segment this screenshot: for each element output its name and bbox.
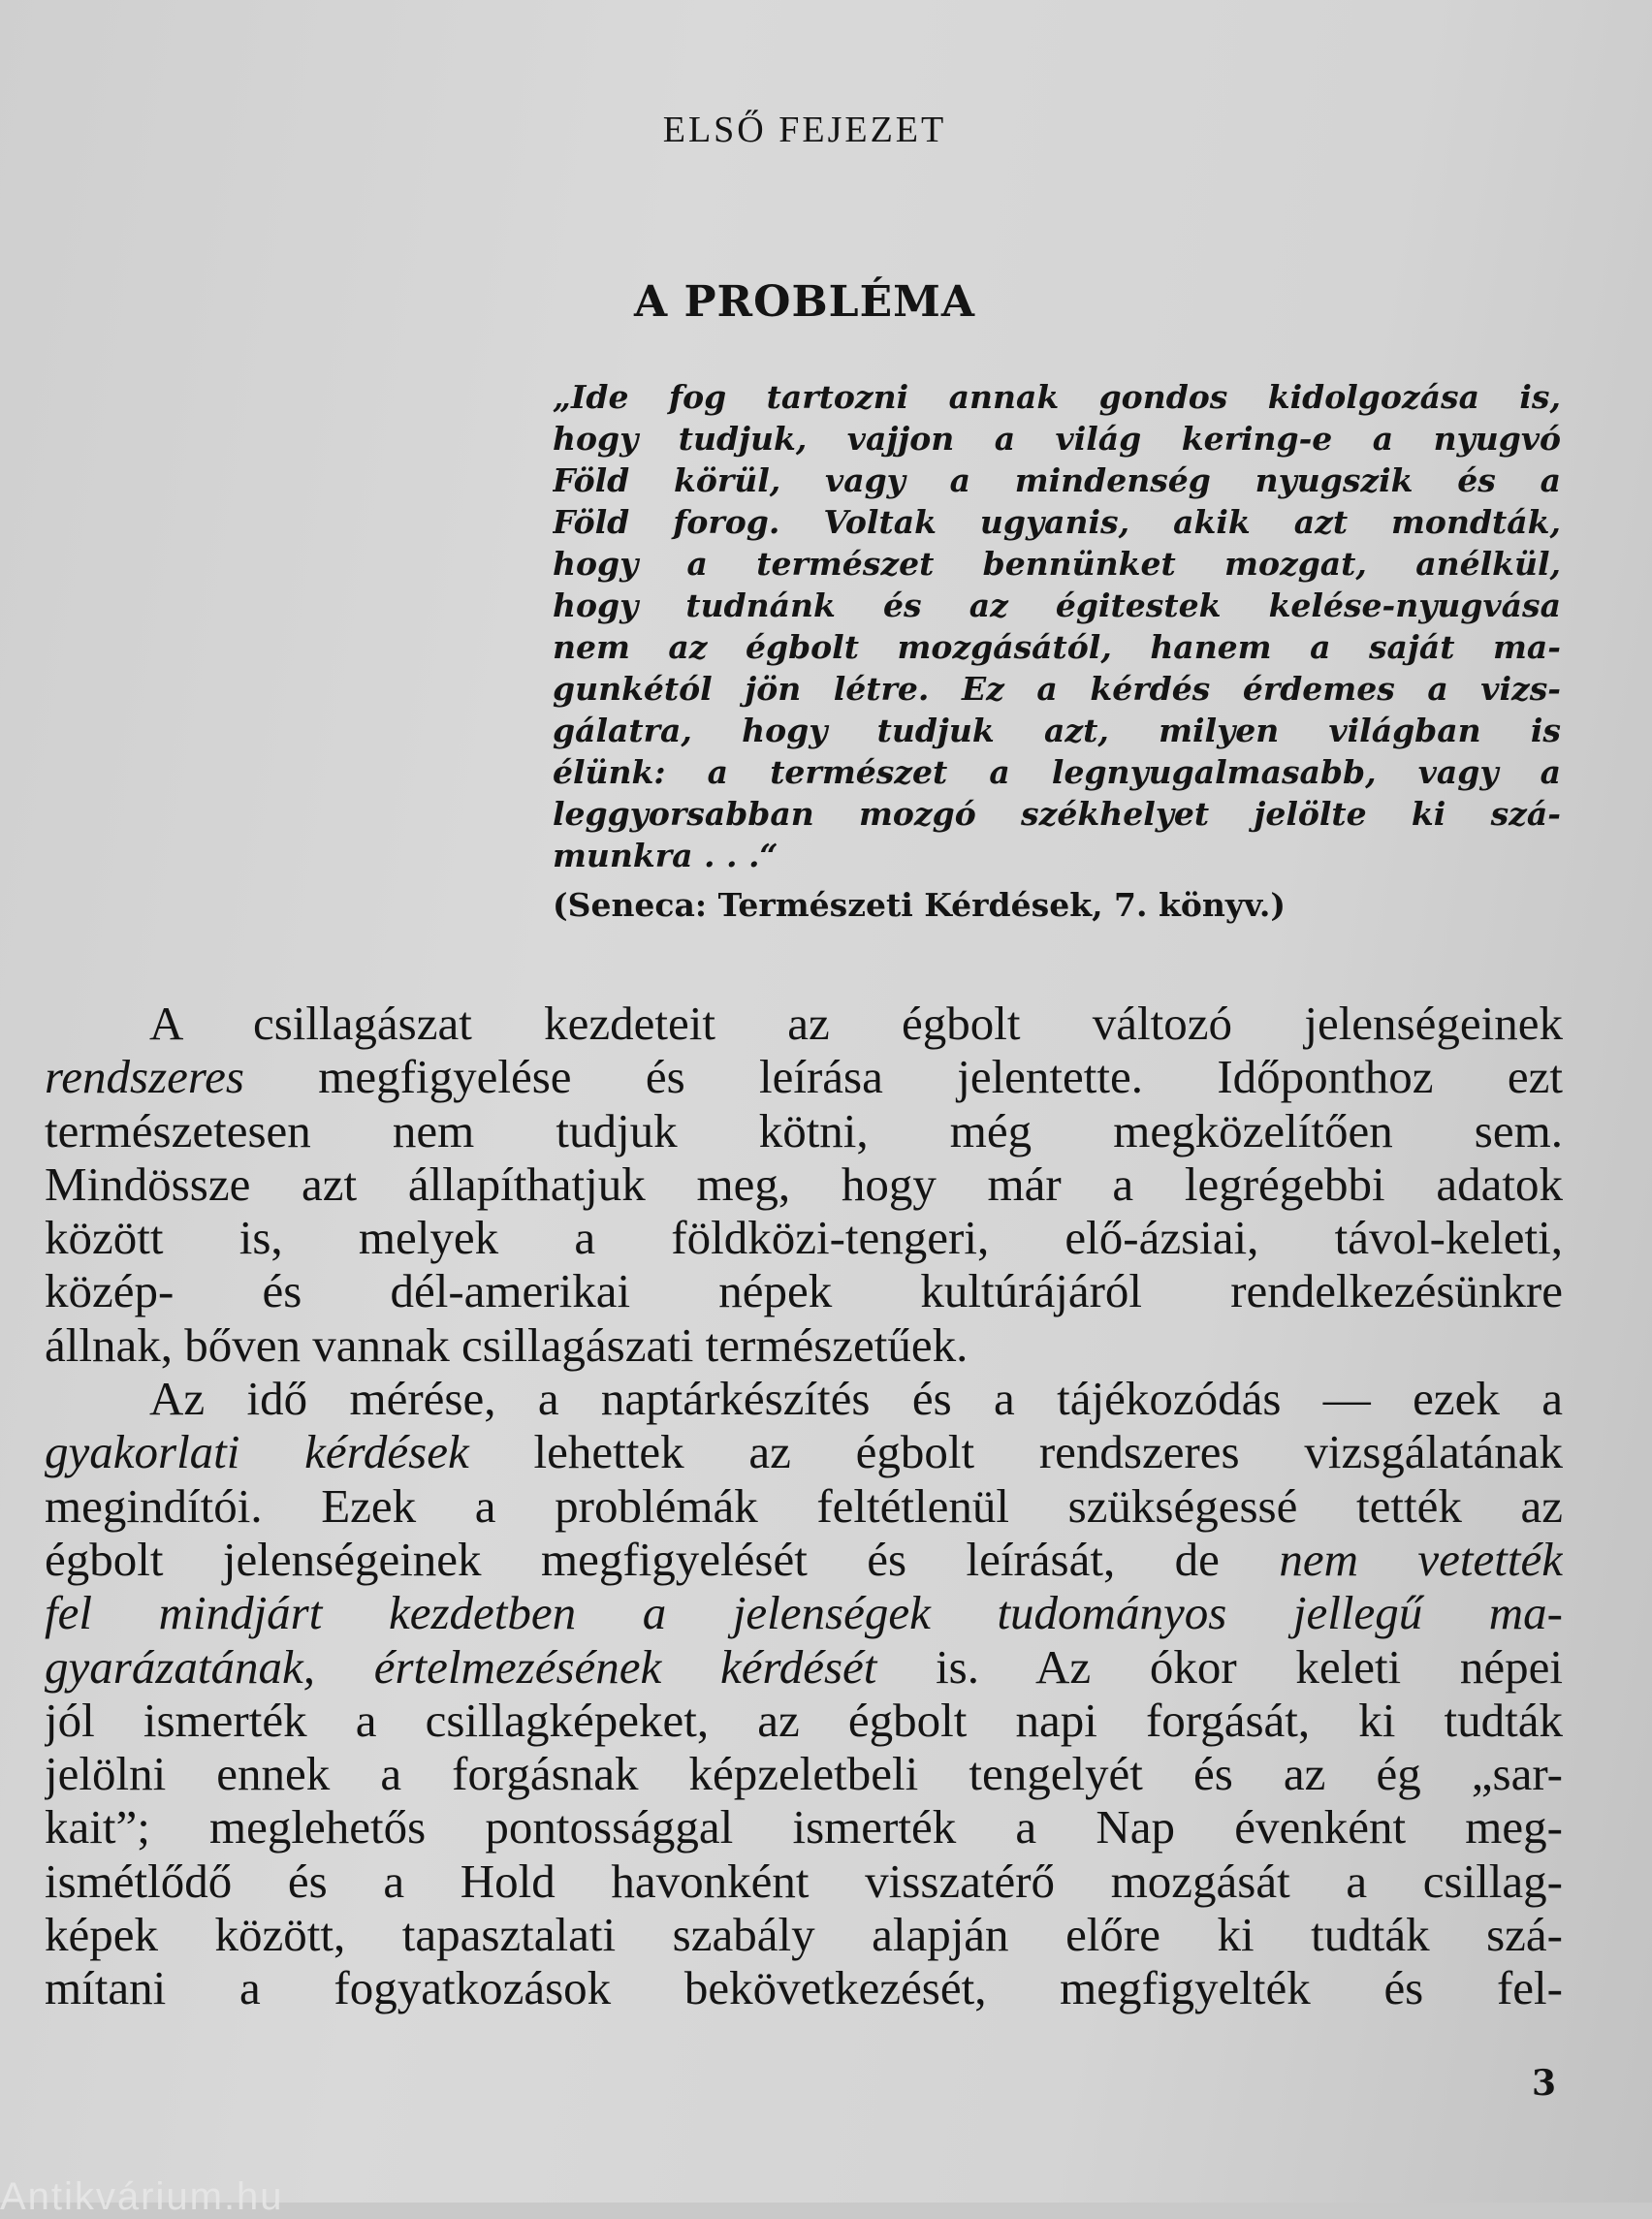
body-line: jól ismerték a csillagképeket, az égbolt napi forgását, ki tudták [45, 1693, 1563, 1747]
body-line: képek között, tapasztalati szabály alapján előre ki tudták szá- [45, 1908, 1563, 1962]
body-line: között is, melyek a földközi-tengeri, elő-ázsiai, távol-keleti, [45, 1211, 1563, 1265]
body-line [45, 1425, 1563, 1478]
emphasis: gyakorlati kérdések [45, 1425, 469, 1479]
epigraph-line: Föld körül, vagy a mindenség nyugszik és a [553, 461, 1561, 499]
body-line [45, 1533, 1563, 1586]
epigraph-line: leggyorsabban mozgó székhelyet jelölte ki szá- [553, 795, 1561, 833]
chapter-title: A PROBLÉMA [634, 277, 975, 327]
body-line-text: lehettek az égbolt rendszeres vizsgálatának [468, 1425, 1563, 1479]
body-line-text: égbolt jelenségeinek megfigyelését és leírását, de [45, 1532, 1280, 1586]
epigraph-line: munkra . . .“ [553, 837, 778, 874]
body-line: ismétlődő és a Hold havonként visszatérő mozgását a csillag- [45, 1854, 1563, 1908]
epigraph-line: nem az égbolt mozgásától, hanem a saját ma- [553, 628, 1561, 666]
body-text [45, 997, 1563, 2015]
body-line: kait”; meglehetős pontossággal ismerték a Nap évenként meg- [45, 1800, 1563, 1854]
body-line: Mindössze azt állapíthatjuk meg, hogy már a legrégebbi adatok [45, 1157, 1563, 1211]
body-line [45, 1640, 1563, 1694]
body-line: megindítói. Ezek a problémák feltétlenül szükségessé tették az [45, 1478, 1563, 1533]
body-line: állnak, bőven vannak csillagászati természetűek. [45, 1317, 969, 1372]
epigraph-line: hogy tudnánk és az égitestek kelése-nyugvása [553, 586, 1561, 624]
epigraph-line: „Ide fog tartozni annak gondos kidolgozása is, [553, 378, 1561, 416]
epigraph-line: hogy a természet bennünket mozgat, anélkül, [553, 545, 1561, 583]
emphasis: rendszeres [45, 1050, 244, 1104]
epigraph-line: hogy tudjuk, vajjon a világ kering-e a nyugvó [553, 420, 1561, 458]
body-line: Az idő mérése, a naptárkészítés és a tájékozódás — ezek a [149, 1372, 1563, 1426]
epigraph-line: élünk: a természet a legnyugalmasabb, vagy a [553, 753, 1561, 791]
body-line: természetesen nem tudjuk kötni, még megközelítően sem. [45, 1103, 1563, 1157]
emphasis: gyarázatának, értelmezésének kérdését [45, 1639, 877, 1694]
chapter-label: ELSŐ FEJEZET [662, 110, 947, 150]
page-number: 3 [1532, 2063, 1557, 2104]
body-line-text: is. Az ókor keleti népei [876, 1639, 1563, 1694]
epigraph-line: gálatra, hogy tudjuk azt, milyen világban is [553, 712, 1561, 749]
epigraph-attribution: (Seneca: Természeti Kérdések, 7. könyv.) [553, 886, 1286, 924]
epigraph-line: gunkétól jön létre. Ez a kérdés érdemes a vizs- [553, 670, 1561, 708]
body-line: jelölni ennek a forgásnak képzeletbeli tengelyét és az ég „sar- [45, 1747, 1563, 1801]
epigraph-line: Föld forog. Voltak ugyanis, akik azt mondták, [553, 503, 1561, 541]
emphasis: nem vetették [1279, 1532, 1563, 1586]
epigraph [553, 376, 1561, 876]
body-line: mítani a fogyatkozások bekövetkezését, megfigyelték és fel- [45, 1961, 1563, 2015]
body-line [45, 1586, 1563, 1639]
body-line: közép- és dél-amerikai népek kultúrájáról rendelkezésünkre [45, 1264, 1563, 1318]
emphasis: fel mindjárt kezdetben a jelenségek tudományos jellegű ma- [45, 1586, 1563, 1640]
body-line: A csillagászat kezdeteit az égbolt változó jelenségeinek [149, 997, 1563, 1050]
body-line-text: megfigyelése és leírása jelentette. Időponthoz ezt [243, 1050, 1563, 1104]
watermark: Antikvárium.hu [0, 2175, 284, 2218]
body-line [45, 1050, 1563, 1103]
